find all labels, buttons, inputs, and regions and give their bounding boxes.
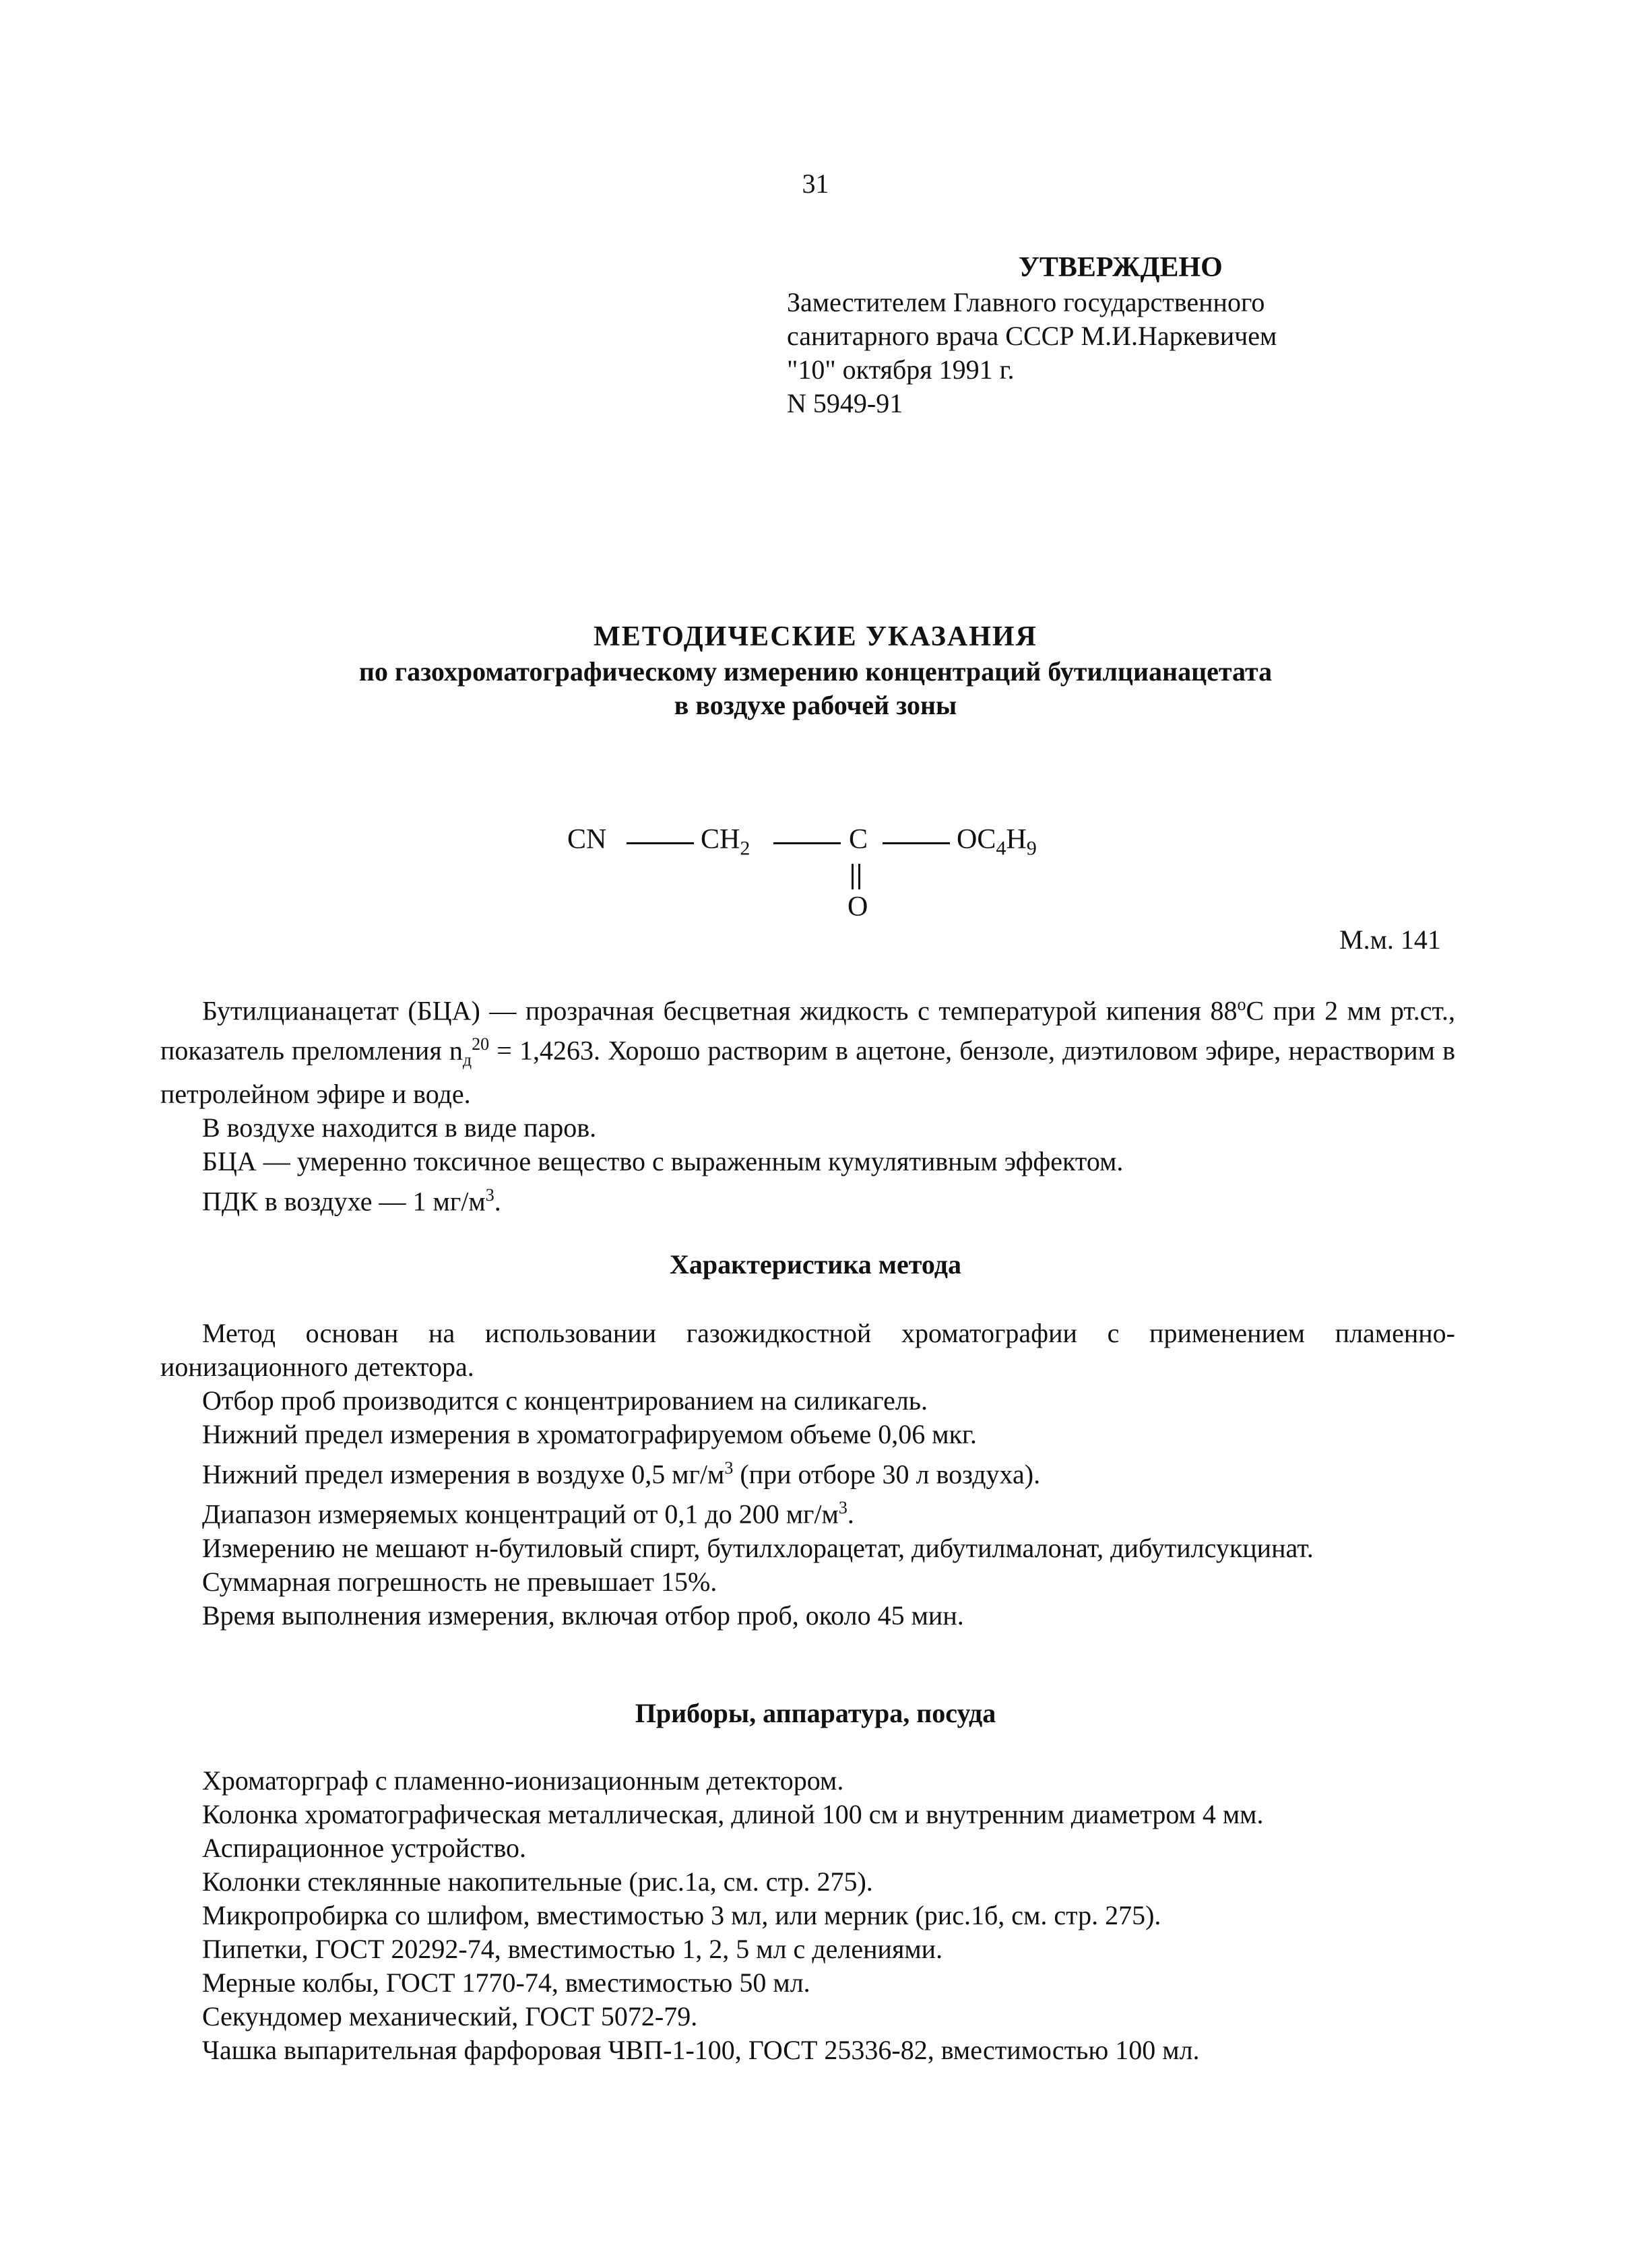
formula-oc4h9: $OC_4H_9$	[957, 824, 1037, 860]
method-paragraph: Суммарная погрешность не превышает 15%.	[202, 1566, 717, 1597]
molecular-mass: М.м. 141	[1339, 924, 1441, 955]
document-subtitle: по газохроматографическому измерению концентраций бутилцианацетата	[358, 656, 1273, 687]
approval-line: N 5949-91	[787, 388, 903, 418]
page-number: 31	[802, 168, 829, 199]
bond-line	[773, 842, 841, 844]
equipment-item: Пипетки, ГОСТ 20292-74, вместимостью 1, 2, 5 мл с делениями.	[202, 1934, 943, 1964]
intro-paragraph: Бутилцианацетат (БЦА) — прозрачная бесцветная жидкость с температурой кипения $88^оС$ при 2 мм рт.ст., показатель преломления $n_д^{20} = 1,4263$. Хорошо растворим в ацетоне, бензоле, диэтиловом эфире, нерастворим в петролейном эфире и воде.	[160, 995, 1456, 1109]
section-heading-method: Характеристика метода	[670, 1249, 961, 1280]
approval-line: Заместителем Главного государственного	[787, 287, 1265, 317]
intro-paragraph: В воздухе находится в виде паров.	[202, 1112, 597, 1143]
approval-heading: УТВЕРЖДЕНО	[1019, 252, 1223, 283]
method-section	[160, 1317, 1455, 1633]
bond-line	[883, 842, 950, 844]
double-bond-line	[852, 864, 854, 889]
equipment-item: Хроматорграф с пламенно-ионизационным детектором.	[202, 1765, 844, 1796]
formula-cn: CN	[567, 824, 607, 855]
bond-line	[627, 842, 694, 844]
equipment-item: Чашка выпарительная фарфоровая ЧВП-1-100, ГОСТ 25336-82, вместимостью 100 мл.	[202, 2035, 1200, 2065]
method-paragraph: Нижний предел измерения в воздухе 0,5 $мг/м^3$ (при отборе 30 л воздуха).	[202, 1458, 1041, 1490]
document-title: МЕТОДИЧЕСКИЕ УКАЗАНИЯ	[594, 621, 1037, 652]
equipment-item: Колонка хроматографическая металлическая, длиной 100 см и внутренним диаметром 4 мм.	[202, 1799, 1264, 1829]
formula-ch2: $CH_2$	[701, 824, 750, 860]
equipment-item: Мерные колбы, ГОСТ 1770-74, вместимостью 50 мл.	[202, 1967, 810, 1998]
method-paragraph: Нижний предел измерения в хроматографируемом объеме 0,06 мкг.	[202, 1419, 977, 1449]
method-paragraph: Время выполнения измерения, включая отбор проб, около 45 мин.	[202, 1600, 964, 1631]
method-paragraph: Измерению не мешают н-бутиловый спирт, бутилхлорацетат, дибутилмалонат, дибутилсукцинат.	[202, 1532, 1314, 1563]
equipment-item: Секундомер механический, ГОСТ 5072-79.	[202, 2001, 698, 2031]
approval-line: "10" октября 1991 г.	[787, 354, 1015, 385]
double-bond-line	[858, 864, 860, 889]
method-paragraph: Диапазон измеряемых концентраций от 0,1 до 200 $мг/м^3$.	[202, 1498, 854, 1530]
method-paragraph: Метод основан на использовании газожидкостной хроматографии с применением пламенно-ионизационного детектора.	[160, 1318, 1455, 1382]
intro-paragraph: ПДК в воздухе — 1 $мг/м^3$.	[202, 1185, 501, 1216]
document-subtitle: в воздухе рабочей зоны	[674, 690, 957, 720]
method-paragraph: Отбор проб производится с концентрированием на силикагель.	[202, 1385, 928, 1416]
intro-section	[160, 988, 1455, 1218]
intro-paragraph: БЦА — умеренно токсичное вещество с выраженным кумулятивным эффектом.	[202, 1145, 1124, 1176]
equipment-item: Аспирационное устройство.	[202, 1833, 527, 1863]
formula-c: C	[849, 824, 868, 855]
formula-o: O	[848, 891, 868, 922]
section-heading-equipment: Приборы, аппаратура, посуда	[635, 1698, 996, 1728]
equipment-item: Колонки стеклянные накопительные (рис.1а, см. стр. 275).	[202, 1866, 873, 1897]
equipment-item: Микропробирка со шлифом, вместимостью 3 мл, или мерник (рис.1б, см. стр. 275).	[202, 1900, 1161, 1930]
approval-line: санитарного врача СССР М.И.Наркевичем	[787, 321, 1277, 351]
